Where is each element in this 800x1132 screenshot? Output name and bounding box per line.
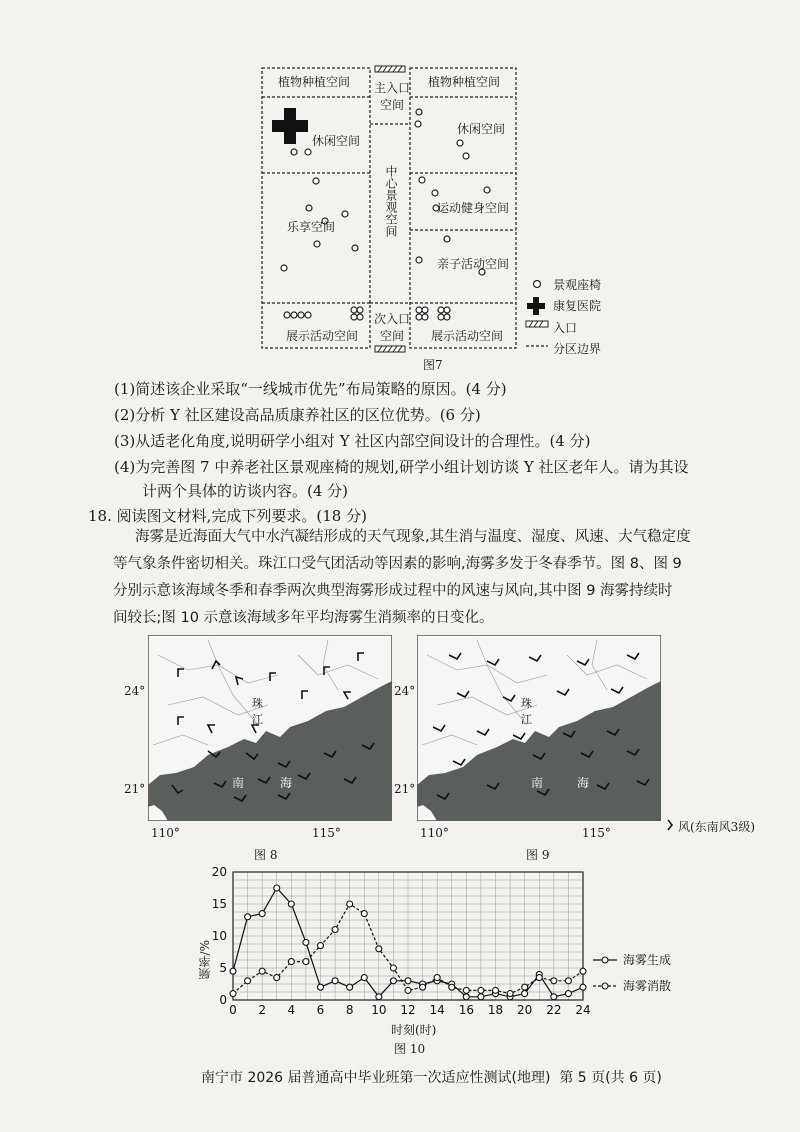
legend-hospital-icon — [527, 297, 545, 315]
chart-xlabel: 时刻(时) — [391, 1023, 437, 1037]
series-1-point — [361, 911, 367, 917]
x-tick-label: 12 — [400, 1003, 416, 1017]
question-3: (3)从适老化角度,说明研学小组对 Y 社区内部空间设计的合理性。(4 分) — [114, 432, 591, 450]
series-1-point — [565, 978, 571, 984]
zone-plant-left: 植物种植空间 — [278, 75, 351, 89]
y-tick-label: 10 — [211, 929, 227, 943]
series-1-point — [551, 978, 557, 984]
zone-center: 中心景观空间 — [384, 165, 398, 237]
x-tick-label: 0 — [229, 1003, 237, 1017]
series-0-point — [478, 994, 484, 1000]
map9-lon-115: 115° — [582, 826, 611, 840]
q18-heading: 18. 阅读图文材料,完成下列要求。(18 分) — [88, 507, 367, 525]
map9-lon-110: 110° — [420, 826, 449, 840]
zone-secondary-entrance: 次入口 空间 — [373, 312, 410, 343]
map9-sea-hai: 海 — [577, 776, 590, 790]
series-1-point — [463, 987, 469, 993]
x-tick-label: 6 — [316, 1003, 325, 1017]
x-tick-label: 16 — [458, 1003, 474, 1017]
page-footer: 南宁市 2026 届普通高中毕业班第一次适应性测试(地理) 第 5 页(共 6 页) — [201, 1070, 662, 1086]
chart-ylabel: 频率/% — [198, 940, 212, 980]
x-tick-label: 8 — [345, 1003, 354, 1017]
figure-10-line-chart — [205, 862, 695, 1062]
x-tick-label: 22 — [546, 1003, 562, 1017]
x-tick-label: 2 — [258, 1003, 266, 1017]
x-tick-label: 4 — [287, 1003, 296, 1017]
series-1-point — [536, 975, 542, 981]
q18-material-line-3: 分别示意该海域冬季和春季两次典型海雾形成过程中的风速与风向,其中图 9 海雾持续时 — [113, 583, 673, 599]
series-0-point — [565, 991, 571, 997]
legend-label-0: 海雾生成 — [623, 953, 672, 967]
series-1-point — [288, 959, 294, 965]
series-0-point — [230, 968, 236, 974]
zone-plant-right: 植物种植空间 — [428, 75, 501, 89]
map8-river-zhu: 珠 — [252, 697, 263, 710]
x-tick-label: 20 — [517, 1003, 533, 1017]
zone-display-left: 展示活动空间 — [286, 329, 359, 343]
x-tick-label: 24 — [575, 1003, 591, 1017]
legend-label-1: 海雾消散 — [623, 979, 672, 993]
zone-leisure-right: 休闲空间 — [457, 122, 506, 136]
series-1-point — [478, 987, 484, 993]
zone-fitness: 运动健身空间 — [437, 201, 510, 215]
series-1-point — [274, 975, 280, 981]
map8-river-jiang: 江 — [252, 713, 263, 726]
series-0-point — [332, 978, 338, 984]
series-0-point — [463, 994, 469, 1000]
series-1-point — [493, 987, 499, 993]
series-0-point — [390, 978, 396, 984]
map9-lat-21: 21° — [394, 782, 416, 796]
series-1-point — [420, 984, 426, 990]
zone-main-entrance: 主入口 空间 — [374, 81, 411, 112]
series-0-point — [245, 914, 251, 920]
legend-hospital-label: 康复医院 — [553, 299, 602, 313]
figure-8-map — [148, 635, 392, 821]
series-0-point — [274, 885, 280, 891]
map8-sea-hai: 海 — [280, 776, 293, 790]
series-1-point — [405, 987, 411, 993]
question-1: (1)简述该企业采取“一线城市优先”布局策略的原因。(4 分) — [114, 380, 507, 398]
series-1-point — [347, 901, 353, 907]
zone-leisure-left: 休闲空间 — [312, 134, 361, 148]
y-tick-label: 0 — [219, 993, 227, 1007]
series-1-point — [230, 991, 236, 997]
series-1-point — [507, 991, 513, 997]
map9-river-jiang: 江 — [521, 713, 532, 726]
q18-material-line-2: 等气象条件密切相关。珠江口受气团活动等因素的影响,海雾多发于冬春季节。图 8、图 9 — [113, 556, 682, 572]
x-tick-label: 10 — [371, 1003, 387, 1017]
figure-9-map — [417, 635, 661, 821]
zone-parent-child: 亲子活动空间 — [437, 257, 510, 271]
map8-lon-110: 110° — [151, 826, 180, 840]
series-0-point — [318, 984, 324, 990]
series-1-point — [390, 965, 396, 971]
series-0-point — [303, 939, 309, 945]
series-0-point — [347, 984, 353, 990]
figure-8-caption: 图 8 — [254, 848, 278, 862]
y-tick-label: 15 — [211, 897, 227, 911]
map9-sea-nan: 南 — [531, 776, 544, 790]
series-1-point — [303, 959, 309, 965]
question-2: (2)分析 Y 社区建设高品质康养社区的区位优势。(6 分) — [114, 406, 481, 424]
legend-entrance-label: 入口 — [553, 321, 578, 335]
series-0-point — [405, 978, 411, 984]
chart-title: 图 10 — [394, 1042, 426, 1056]
map8-lat-21: 21° — [124, 782, 146, 796]
series-1-point — [245, 978, 251, 984]
series-1-point — [318, 943, 324, 949]
legend-bench-label: 景观座椅 — [553, 278, 602, 292]
map9-lat-24: 24° — [394, 684, 416, 698]
wind-legend-label: 风(东南风3级) — [678, 820, 755, 834]
legend-marker-0 — [602, 957, 608, 963]
series-0-point — [376, 994, 382, 1000]
series-0-point — [259, 911, 265, 917]
hospital-cross-icon — [272, 108, 308, 144]
zone-display-right: 展示活动空间 — [431, 329, 504, 343]
series-0-point — [551, 994, 557, 1000]
y-tick-label: 20 — [211, 865, 227, 879]
map8-sea-nan: 南 — [232, 776, 245, 790]
zone-enjoy: 乐享空间 — [287, 220, 336, 234]
series-1-point — [522, 984, 528, 990]
series-1-point — [259, 968, 265, 974]
secondary-entrance-marker — [375, 346, 405, 352]
map8-lat-24: 24° — [124, 684, 146, 698]
series-0-point — [580, 984, 586, 990]
series-1-point — [449, 984, 455, 990]
x-tick-label: 14 — [429, 1003, 445, 1017]
legend-bench-icon — [534, 281, 541, 288]
figure-7-layout-diagram — [250, 60, 620, 360]
question-4-line-1: (4)为完善图 7 中养老社区景观座椅的规划,研学小组计划访谈 Y 社区老年人。请为其设 — [114, 458, 689, 476]
q18-material-line-1: 海雾是近海面大气中水汽凝结形成的天气现象,其生消与温度、湿度、风速、大气稳定度 — [135, 529, 691, 545]
map9-river-zhu: 珠 — [521, 697, 532, 710]
figure-9-caption: 图 9 — [526, 848, 550, 862]
legend-entrance-icon — [526, 321, 548, 327]
series-1-point — [332, 927, 338, 933]
series-1-point — [376, 946, 382, 952]
x-tick-label: 18 — [487, 1003, 504, 1017]
q18-material-line-4: 间较长;图 10 示意该海域多年平均海雾生消频率的日变化。 — [113, 610, 494, 626]
y-tick-label: 5 — [219, 961, 227, 975]
series-0-point — [288, 901, 294, 907]
question-4-line-2: 计两个具体的访谈内容。(4 分) — [142, 482, 349, 500]
series-0-point — [361, 975, 367, 981]
map8-lon-115: 115° — [312, 826, 341, 840]
figure-7-caption: 图7 — [423, 358, 443, 372]
series-1-point — [434, 975, 440, 981]
series-0-point — [522, 991, 528, 997]
legend-marker-1 — [602, 983, 608, 989]
legend-boundary-label: 分区边界 — [553, 342, 602, 356]
series-1-point — [580, 968, 586, 974]
main-entrance-marker — [375, 66, 405, 72]
